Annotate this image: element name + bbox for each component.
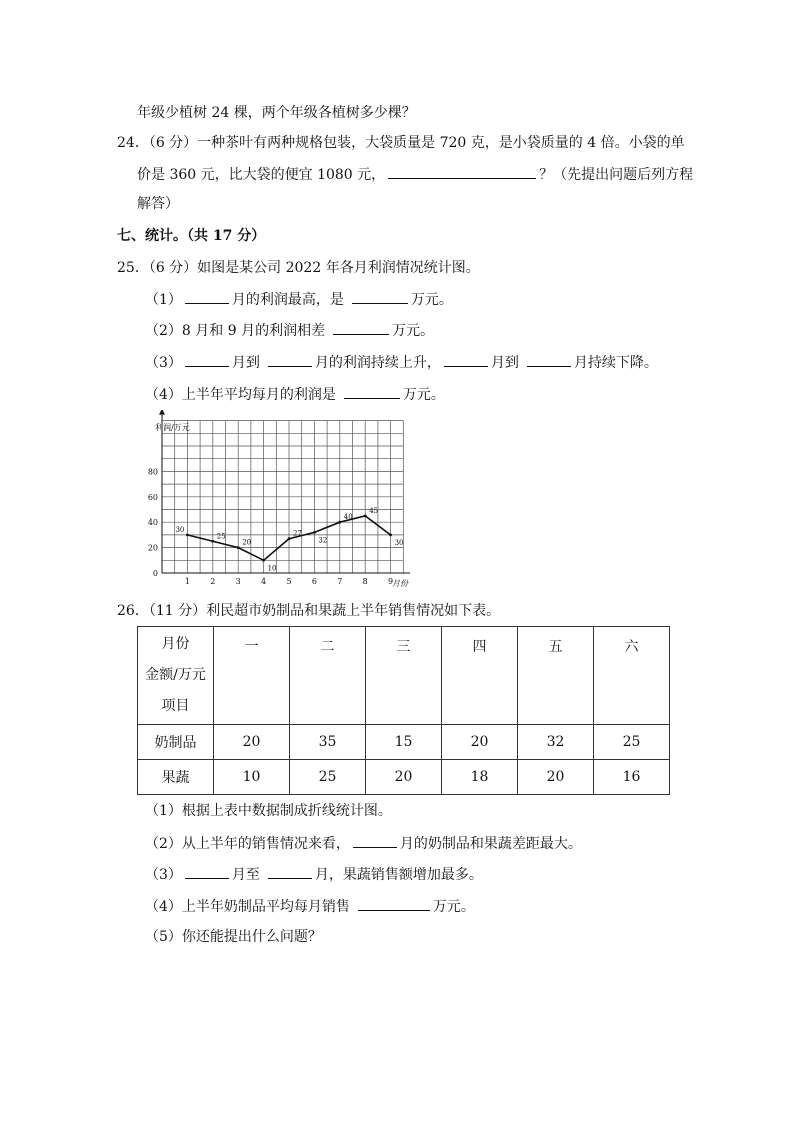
x-tick-label: 5 bbox=[286, 577, 292, 586]
section-7-heading: 七、统计。（共 17 分） bbox=[117, 228, 266, 244]
q25-sub1-blank-value[interactable] bbox=[352, 289, 408, 304]
x-tick-label: 3 bbox=[235, 577, 241, 586]
data-label: 32 bbox=[318, 536, 328, 545]
q25-intro: 25．（6 分）如图是某公司 2022 年各月利润情况统计图。 bbox=[117, 260, 480, 276]
q26-sub3-blank-1[interactable] bbox=[185, 864, 229, 879]
q26-sub2-tail: 月的奶制品和果蔬差距最大。 bbox=[399, 836, 582, 852]
data-label: 10 bbox=[267, 564, 277, 573]
q25-sub3-blank-1[interactable] bbox=[185, 352, 229, 367]
q26-sub4-blank[interactable] bbox=[358, 896, 430, 911]
chart-grid bbox=[162, 421, 403, 573]
q24-answer-blank[interactable] bbox=[388, 164, 536, 179]
q25-sub4-text: （4）上半年平均每月的利润是 bbox=[145, 387, 336, 403]
table-row-produce bbox=[138, 760, 670, 795]
x-tick-label: 7 bbox=[337, 577, 343, 586]
x-tick-label: 4 bbox=[261, 577, 267, 586]
row-label-dairy: 奶制品 bbox=[138, 725, 214, 760]
q26-sub4 bbox=[145, 896, 475, 917]
q25-sub3-text-4: 月持续下降。 bbox=[573, 355, 658, 371]
q26-sub3 bbox=[145, 864, 483, 885]
month-header-3: 三 bbox=[366, 627, 442, 725]
table-cell: 20 bbox=[442, 725, 518, 760]
month-header-5: 五 bbox=[518, 627, 594, 725]
q24-line1: 24．（6 分）一种茶叶有两种规格包装，大袋质量是 720 克，是小袋质量的 4 倍。小袋的单 bbox=[117, 135, 685, 151]
data-point bbox=[313, 531, 316, 534]
y-tick-label: 80 bbox=[147, 467, 158, 477]
q26-sub3-num: （3） bbox=[145, 867, 182, 883]
x-tick-label: 8 bbox=[362, 577, 368, 586]
data-label: 25 bbox=[216, 532, 226, 541]
q25-sub4-unit: 万元。 bbox=[402, 387, 445, 403]
q26-sub2-text: （2）从上半年的销售情况来看， bbox=[145, 836, 350, 852]
q26-sub4-unit: 万元。 bbox=[432, 899, 475, 915]
table-cell: 18 bbox=[442, 760, 518, 795]
data-label: 27 bbox=[293, 529, 302, 538]
table-cell: 20 bbox=[214, 725, 290, 760]
month-header-2: 二 bbox=[290, 627, 366, 725]
q25-sub3-blank-2[interactable] bbox=[268, 352, 312, 367]
x-tick-label: 6 bbox=[311, 577, 317, 586]
table-cell: 25 bbox=[290, 760, 366, 795]
month-header-4: 四 bbox=[442, 627, 518, 725]
q25-sub2-blank[interactable] bbox=[333, 320, 389, 335]
y-tick-label: 60 bbox=[147, 492, 158, 502]
q25-sub3-text-2: 月的利润持续上升， bbox=[314, 355, 441, 371]
q25-sub1-unit: 万元。 bbox=[410, 292, 453, 308]
x-tick-label: 2 bbox=[210, 577, 216, 586]
q26-sub3-blank-2[interactable] bbox=[268, 864, 312, 879]
data-point bbox=[338, 521, 341, 524]
chart-series bbox=[175, 507, 403, 572]
month-header-6: 六 bbox=[594, 627, 670, 725]
sales-table bbox=[137, 626, 670, 795]
chart-axes bbox=[159, 410, 410, 576]
chart-x-axis-label: 月份 bbox=[392, 579, 408, 588]
q25-sub3-num: （3） bbox=[145, 355, 182, 371]
q25-sub1-num: （1） bbox=[145, 292, 182, 308]
corner-header-line-1: 月份 bbox=[161, 636, 190, 652]
q24-line2 bbox=[137, 164, 693, 185]
q24-line2-text: 价是 360 元，比大袋的便宜 1080 元， bbox=[137, 167, 386, 183]
table-cell: 10 bbox=[214, 760, 290, 795]
data-point bbox=[364, 514, 367, 517]
q25-sub2 bbox=[145, 320, 434, 341]
table-cell: 25 bbox=[594, 725, 670, 760]
q26-sub1: （1）根据上表中数据制成折线统计图。 bbox=[145, 803, 392, 819]
q26-sub2 bbox=[145, 833, 582, 854]
q23-continuation: 年级少植树 24 棵，两个年级各植树多少棵？ bbox=[137, 105, 416, 121]
table-cell: 16 bbox=[594, 760, 670, 795]
q25-sub3-text-3: 月到 bbox=[490, 355, 519, 371]
table-cell: 20 bbox=[518, 760, 594, 795]
q25-sub3-text-1: 月到 bbox=[231, 355, 260, 371]
table-cell: 15 bbox=[366, 725, 442, 760]
table-cell: 32 bbox=[518, 725, 594, 760]
q26-intro: 26．（11 分）利民超市奶制品和果蔬上半年销售情况如下表。 bbox=[117, 603, 501, 619]
y-tick-label: 40 bbox=[147, 518, 158, 528]
x-tick-label: 9 bbox=[388, 577, 394, 586]
chart-y-axis-label: 利润/万元 bbox=[155, 423, 190, 432]
q25-sub3 bbox=[145, 352, 658, 373]
data-point bbox=[237, 546, 240, 549]
q26-sub3-tail: 月，果蔬销售额增加最多。 bbox=[314, 867, 483, 883]
q25-sub4-blank[interactable] bbox=[344, 384, 400, 399]
data-label: 20 bbox=[242, 538, 252, 547]
data-point bbox=[389, 534, 392, 537]
data-label: 45 bbox=[369, 506, 379, 515]
data-point bbox=[262, 559, 265, 562]
table-cell: 35 bbox=[290, 725, 366, 760]
q25-sub3-blank-4[interactable] bbox=[527, 352, 571, 367]
data-label: 30 bbox=[394, 538, 404, 547]
table-cell: 20 bbox=[366, 760, 442, 795]
y-axis-arrow bbox=[159, 410, 165, 415]
data-point bbox=[211, 540, 214, 543]
q24-line3: 解答） bbox=[137, 196, 179, 212]
q25-sub1-blank-month[interactable] bbox=[185, 289, 229, 304]
y-tick-label: 0 bbox=[152, 569, 158, 578]
sales-table-header-row bbox=[138, 627, 670, 725]
corner-header-line-3: 项目 bbox=[161, 698, 190, 714]
q25-sub1-text: 月的利润最高，是 bbox=[231, 292, 344, 308]
q26-sub3-text: 月至 bbox=[231, 867, 260, 883]
data-label: 40 bbox=[343, 513, 353, 522]
q25-sub4 bbox=[145, 384, 445, 405]
x-tick-label: 1 bbox=[184, 577, 190, 586]
q25-sub2-unit: 万元。 bbox=[392, 323, 435, 339]
data-point bbox=[186, 534, 189, 537]
q25-sub1 bbox=[145, 289, 453, 310]
data-point bbox=[288, 537, 291, 540]
q24-line2-tail: ？（先提出问题后列方程 bbox=[539, 167, 694, 183]
data-label: 30 bbox=[175, 525, 185, 534]
month-header-1: 一 bbox=[214, 627, 290, 725]
q26-sub5: （5）你还能提出什么问题？ bbox=[145, 929, 322, 945]
q25-sub2-text: （2）8 月和 9 月的利润相差 bbox=[145, 323, 326, 339]
y-tick-label: 20 bbox=[147, 543, 158, 553]
profit-line-chart bbox=[140, 410, 410, 590]
table-row-dairy bbox=[138, 725, 670, 760]
corner-header-line-2: 金额/万元 bbox=[145, 667, 206, 683]
q25-sub3-blank-3[interactable] bbox=[444, 352, 488, 367]
q26-sub4-text: （4）上半年奶制品平均每月销售 bbox=[145, 899, 350, 915]
table-corner-header bbox=[138, 627, 214, 725]
row-label-produce: 果蔬 bbox=[138, 760, 214, 795]
q26-sub2-blank[interactable] bbox=[353, 833, 397, 848]
